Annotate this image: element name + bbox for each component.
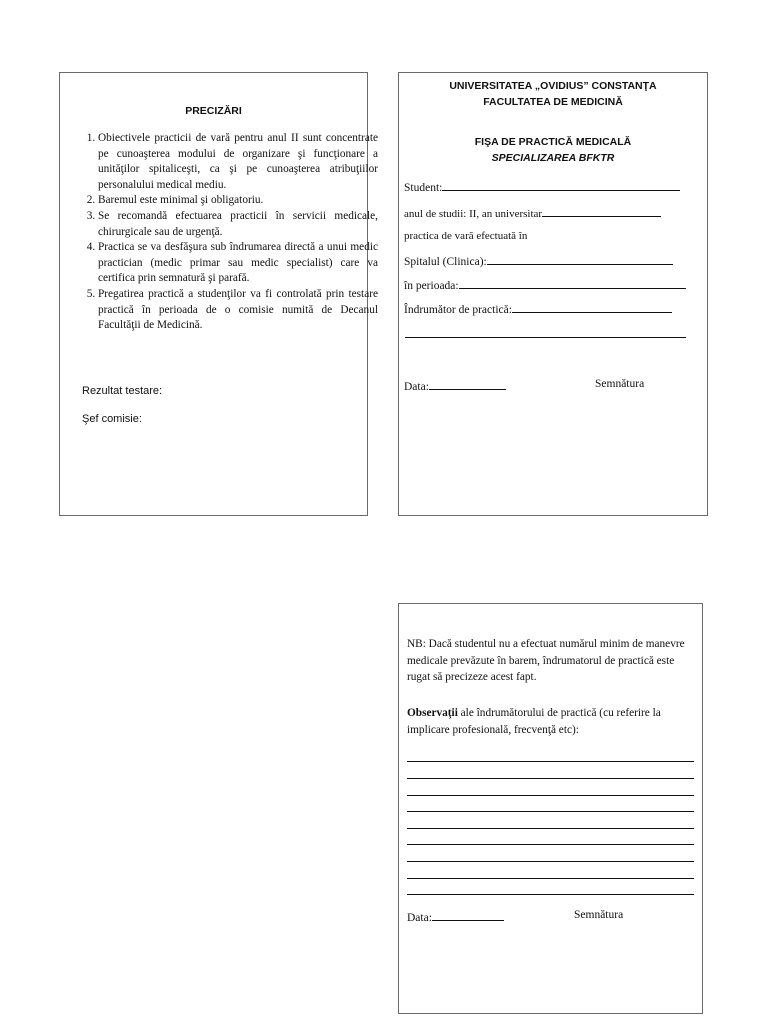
study-year-label: anul de studii: II, an universitar bbox=[404, 208, 543, 220]
practice-label: practica de vară efectuată în bbox=[404, 230, 528, 242]
nb-note: NB: Dacă studentul nu a efectuat numărul minim de manevre medicale prevăzute în barem, îndrumatorul de practică este rugat să precizeze acest fapt. bbox=[407, 638, 685, 683]
form-title-block bbox=[399, 134, 707, 166]
tutor-label: Îndrumător de practică: bbox=[404, 304, 512, 316]
period-field[interactable] bbox=[404, 277, 686, 292]
nb-date-field[interactable] bbox=[407, 909, 504, 924]
observations-card bbox=[398, 603, 703, 1014]
precizari-list bbox=[80, 131, 378, 334]
test-result-label: Rezultat testare: bbox=[82, 385, 163, 397]
hospital-label: Spitalul (Clinica): bbox=[404, 256, 487, 268]
date-blank[interactable] bbox=[429, 378, 506, 390]
observation-line[interactable] bbox=[407, 861, 694, 862]
practice-location-line bbox=[404, 230, 527, 242]
precizari-item-5: 5. Pregatirea practică a studenţilor va fi controlată prin testare practică în perioada de o comisie numită de Decanul Facultăţii de Medicină. bbox=[98, 287, 378, 334]
nb-date-blank[interactable] bbox=[432, 909, 504, 921]
hospital-blank[interactable] bbox=[487, 253, 673, 265]
nb-date-label: Data: bbox=[407, 912, 432, 924]
observations-heading bbox=[407, 705, 699, 739]
observation-line[interactable] bbox=[407, 844, 694, 845]
signature-field bbox=[595, 378, 644, 390]
precizari-title: PRECIZĂRI bbox=[185, 105, 242, 117]
precizari-item-2: 2. Baremul este minimal şi obligatoriu. bbox=[98, 193, 378, 209]
signature-label: Semnătura bbox=[595, 378, 645, 390]
period-blank[interactable] bbox=[459, 277, 686, 289]
observation-line[interactable] bbox=[407, 778, 694, 779]
observation-line[interactable] bbox=[407, 894, 694, 895]
practice-form-card bbox=[398, 72, 708, 516]
precizari-item-1: 1. Obiectivele practicii de vară pentru anul II sunt concentrate pe cunoaşterea modului de organizare şi funcţionare a unităţilor spitaliceşti, ca şi pe cunoaşterea atribuţiilor personalului medical mediu. bbox=[98, 131, 378, 193]
student-label: Student: bbox=[404, 182, 443, 194]
period-label: în perioada: bbox=[404, 280, 459, 292]
institution-header bbox=[399, 78, 707, 110]
tutor-blank[interactable] bbox=[512, 301, 672, 313]
faculty-name: FACULTATEA DE MEDICINĂ bbox=[483, 96, 623, 108]
observation-line[interactable] bbox=[407, 761, 694, 762]
observation-line[interactable] bbox=[407, 811, 694, 812]
specialization: SPECIALIZAREA BFKTR bbox=[491, 152, 615, 164]
student-field[interactable] bbox=[404, 179, 680, 194]
tutor-field[interactable] bbox=[404, 301, 672, 316]
observations-rest: ale îndrumătorului de practică (cu referire la implicare profesională, frecvenţă etc): bbox=[407, 707, 661, 736]
study-year-field[interactable] bbox=[404, 205, 661, 220]
university-name: UNIVERSITATEA „OVIDIUS” CONSTANŢA bbox=[449, 80, 657, 92]
observations-bold: Observaţii bbox=[407, 707, 458, 719]
observation-line[interactable] bbox=[407, 828, 694, 829]
nb-signature-field bbox=[574, 909, 623, 921]
date-label: Data: bbox=[404, 381, 429, 393]
student-blank[interactable] bbox=[442, 179, 680, 191]
observation-line[interactable] bbox=[407, 795, 694, 796]
tutor-extra-line[interactable] bbox=[405, 337, 686, 338]
commission-chief-label: Şef comisie: bbox=[82, 413, 142, 425]
observation-line[interactable] bbox=[407, 878, 694, 879]
form-title: FIŞA DE PRACTICĂ MEDICALĂ bbox=[474, 136, 632, 148]
precizari-item-4: 4. Practica se va desfăşura sub îndrumarea directă a unui medic practician (medic primar sau medic specialist) care va certifica prin semnatură şi parafă. bbox=[98, 240, 378, 287]
nb-signature-label: Semnătura bbox=[574, 909, 624, 921]
precizari-item-3: 3. Se recomandă efectuarea practicii în servicii medicale, chirurgicale sau de urgenţă. bbox=[98, 209, 378, 240]
hospital-field[interactable] bbox=[404, 253, 673, 268]
precizari-card bbox=[59, 72, 378, 516]
academic-year-blank[interactable] bbox=[542, 205, 661, 217]
date-field[interactable] bbox=[404, 378, 506, 393]
